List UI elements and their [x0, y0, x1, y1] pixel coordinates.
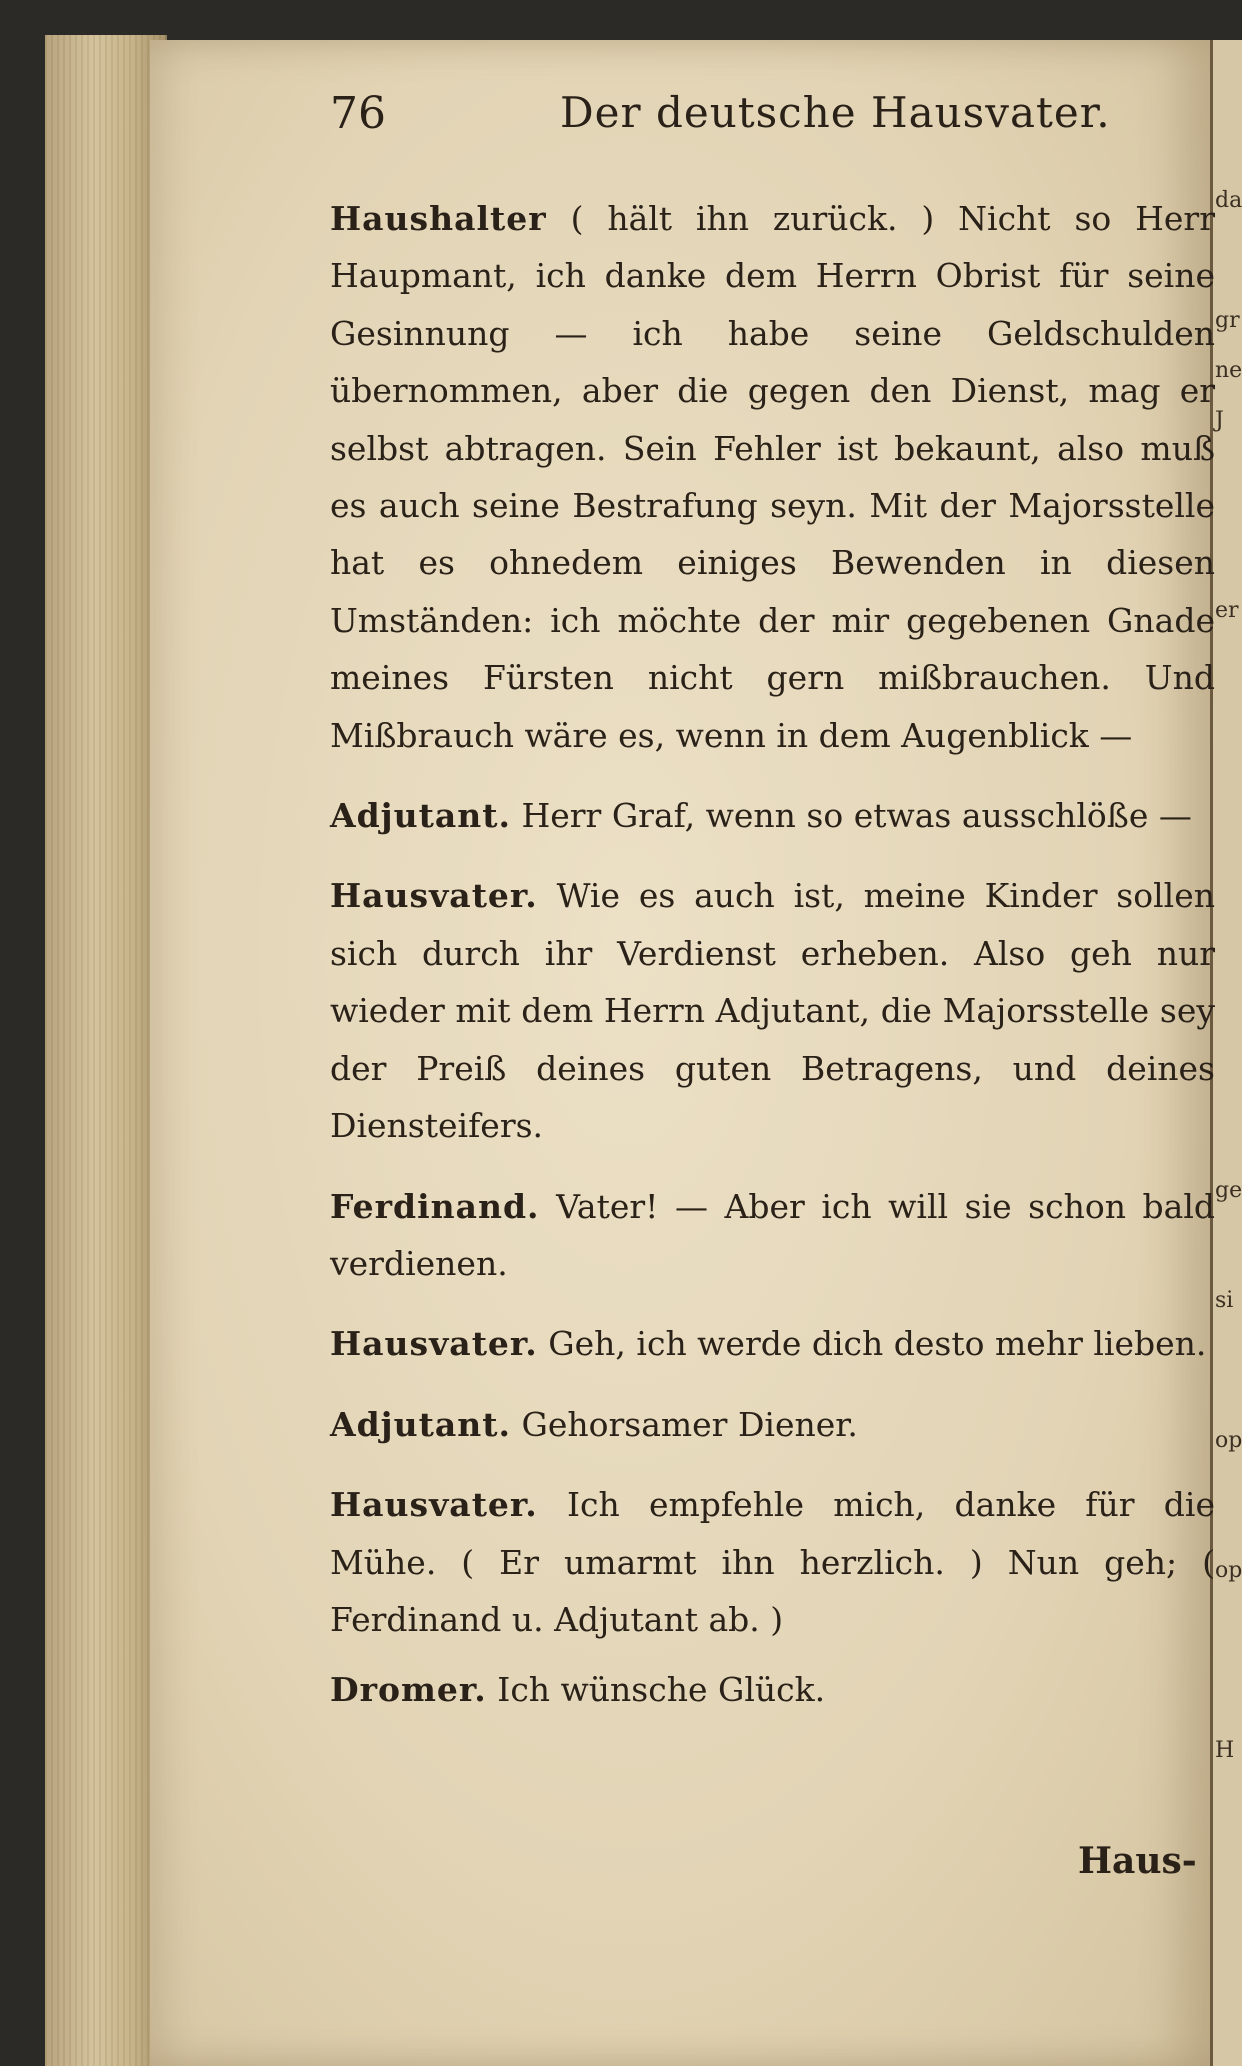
dialogue-paragraph	[330, 190, 1215, 764]
dialogue-paragraph	[330, 867, 1215, 1154]
book-edge	[45, 35, 167, 2066]
dialogue-text: Gehorsamer Diener.	[521, 1404, 858, 1444]
dialogue-text: Vater! — Aber ich will sie schon bald verdienen.	[330, 1186, 1215, 1283]
facing-fragment: ge	[1215, 1178, 1242, 1203]
facing-fragment: H	[1215, 1738, 1235, 1763]
dialogue-paragraph	[330, 1661, 1215, 1718]
speaker-name: Hausvater.	[330, 1324, 538, 1364]
dialogue-paragraph	[330, 1476, 1215, 1648]
dialogue-text: ( hält ihn zurück. ) Nicht so Herr Haupmant, ich danke dem Herrn Obrist für seine Gesinnung — ich habe seine Geldschulden übernommen, aber die gegen den Dienst, mag er selbst abtragen. Sein Fehler ist bekaunt, also muß es auch seine Bestrafung seyn. Mit der Majorsstelle hat es ohnedem einiges Bewenden in diesen Umständen: ich möchte der mir gegebenen Gnade meines Fürsten nicht gern mißbrauchen. Und Mißbrauch wäre es, wenn in dem Augenblick —	[330, 199, 1215, 755]
facing-fragment: ne	[1215, 358, 1242, 383]
speaker-name: Hausvater.	[330, 1485, 538, 1525]
text-body	[330, 190, 1215, 1742]
dialogue-paragraph	[330, 787, 1215, 844]
speaker-name: Adjutant.	[330, 796, 511, 836]
dialogue-text: Geh, ich werde dich desto mehr lieben.	[548, 1324, 1207, 1364]
facing-fragment: si	[1215, 1288, 1234, 1313]
facing-fragment: op	[1215, 1558, 1242, 1583]
dialogue-text: Ich wünsche Glück.	[497, 1670, 826, 1710]
facing-fragment: er	[1215, 598, 1239, 623]
dialogue-paragraph	[330, 1396, 1215, 1453]
page-number: 76	[330, 88, 386, 139]
dialogue-text: Ich empfehle mich, danke für die Mühe. ( Er umarmt ihn herzlich. ) Nun geh; ( Ferdinand u. Adjutant ab. )	[330, 1485, 1215, 1639]
speaker-name: Haushalter	[330, 199, 547, 238]
speaker-name: Hausvater.	[330, 876, 538, 916]
facing-fragment: op	[1215, 1428, 1242, 1453]
dialogue-text: Herr Graf, wenn so etwas ausschlöße —	[521, 796, 1192, 836]
facing-fragment: gr	[1215, 308, 1240, 333]
dialogue-paragraph	[330, 1315, 1215, 1372]
speaker-name: Adjutant.	[330, 1404, 511, 1444]
speaker-name: Ferdinand.	[330, 1186, 540, 1226]
dialogue-paragraph	[330, 1178, 1215, 1293]
catchword: Haus-	[1078, 1840, 1197, 1882]
speaker-name: Dromer.	[330, 1670, 487, 1710]
facing-fragment: J	[1215, 408, 1224, 433]
facing-fragment: da	[1215, 188, 1242, 213]
page-header	[330, 88, 1130, 148]
dialogue-text: Wie es auch ist, meine Kinder sollen sich durch ihr Verdienst erheben. Also geh nur wieder mit dem Herrn Adjutant, die Majorsstelle sey der Preiß deines guten Betragens, und deines Diensteifers.	[330, 876, 1215, 1146]
running-title: Der deutsche Hausvater.	[560, 88, 1111, 137]
